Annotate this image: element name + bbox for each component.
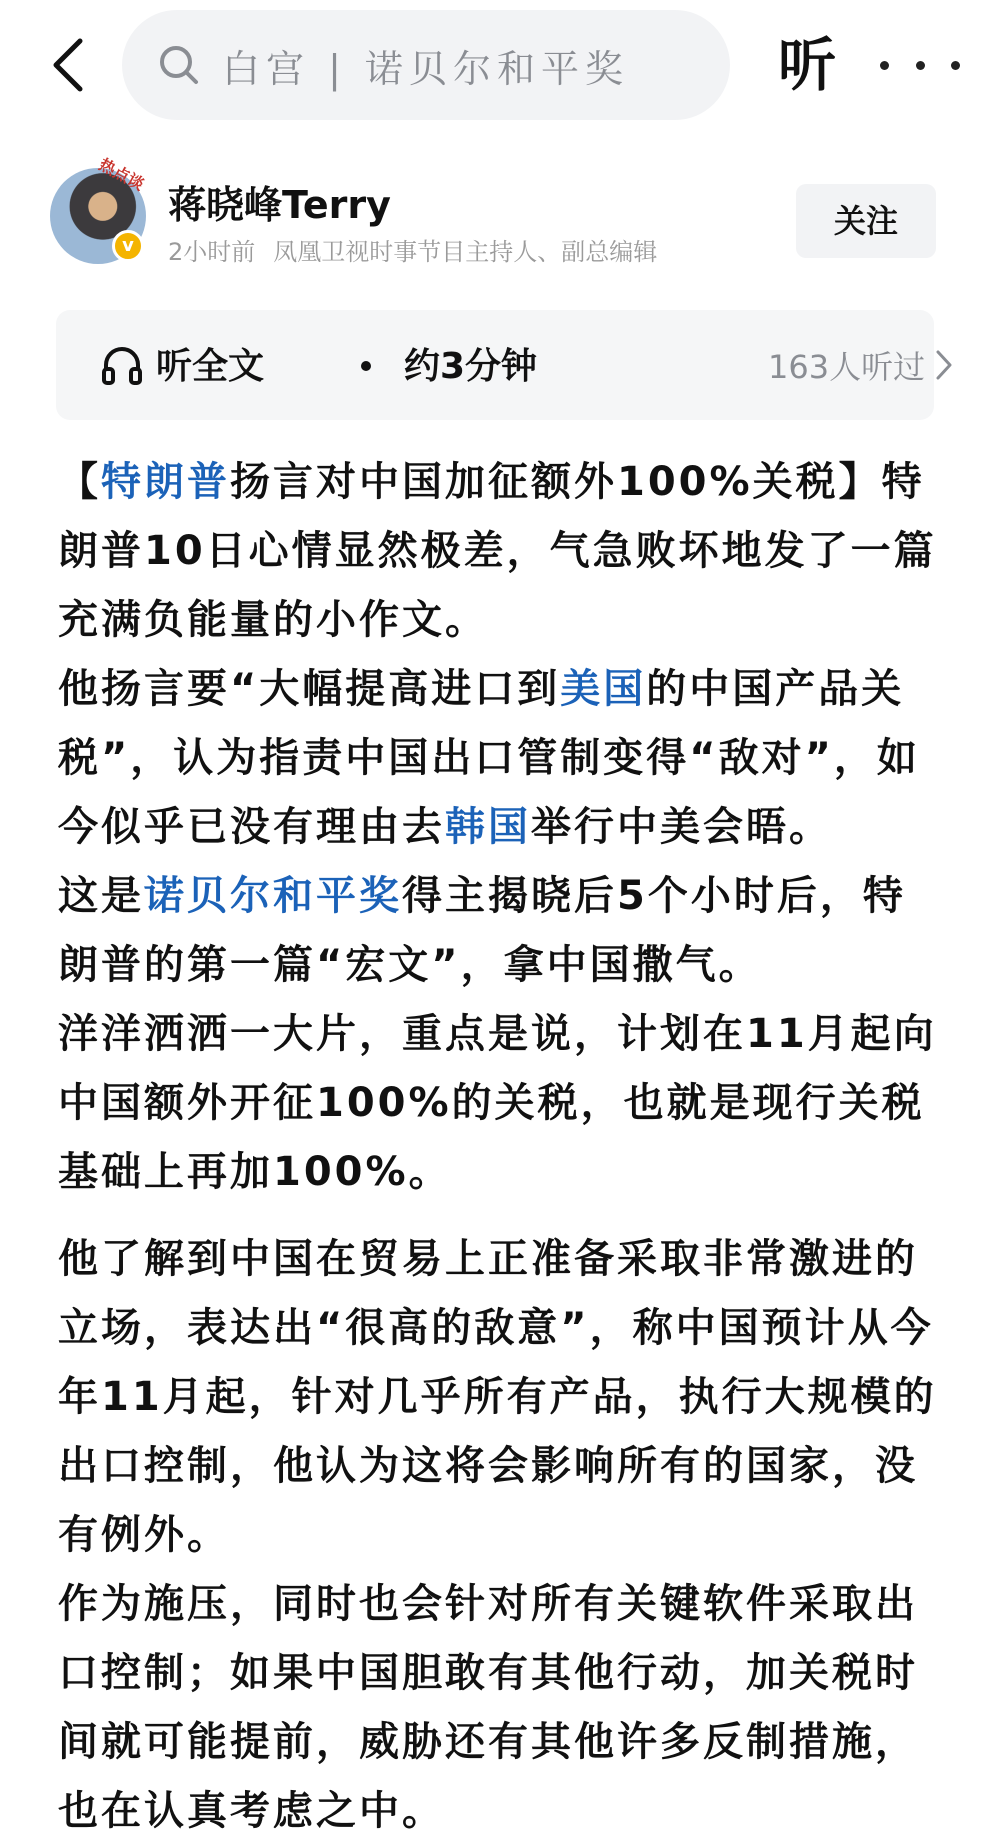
more-dot-icon bbox=[916, 61, 925, 70]
paragraph-text: 的中国产品关税”，认为指责中国出口管制变得“敌对”，如今似乎已没有理由去 bbox=[58, 666, 920, 850]
more-dot-icon bbox=[951, 61, 960, 70]
search-bar[interactable] bbox=[122, 10, 730, 120]
post-time: 2小时前 bbox=[168, 238, 256, 266]
author-bio: 凤凰卫视时事节目主持人、副总编辑 bbox=[273, 238, 658, 266]
paragraph-text: 【 bbox=[58, 459, 101, 505]
listen-button[interactable]: 听 bbox=[777, 31, 836, 99]
author-row bbox=[50, 154, 936, 278]
topic-link[interactable]: 美国 bbox=[560, 666, 647, 712]
listen-label: 听全文 bbox=[156, 346, 265, 387]
paragraph-text: 扬言对中国加征额外100%关税】特朗普10日心情显然极差，气急败坏地发了一篇充满负能量的小作文。 bbox=[58, 459, 937, 643]
author-meta bbox=[168, 232, 657, 267]
more-options-button[interactable] bbox=[880, 30, 960, 100]
chevron-left-icon bbox=[50, 37, 86, 93]
article-paragraph bbox=[58, 862, 938, 1000]
follow-button[interactable]: 关注 bbox=[796, 184, 936, 258]
paragraph-text: 举行中美会晤。 bbox=[531, 804, 832, 850]
article-paragraph bbox=[58, 655, 938, 862]
paragraph-text: 他扬言要“大幅提高进口到 bbox=[58, 666, 561, 712]
listen-count: 163人听过 bbox=[768, 348, 926, 386]
topic-link[interactable]: 韩国 bbox=[445, 804, 531, 850]
listen-full-text-bar[interactable] bbox=[56, 310, 934, 420]
article-paragraph: 洋洋洒洒一大片，重点是说，计划在11月起向中国额外开征100%的关税，也就是现行关税基础上再加100%。 bbox=[58, 1011, 937, 1195]
back-button[interactable] bbox=[38, 30, 98, 100]
paragraph-text: 得主揭晓后5个小时后，特朗普的第一篇“宏文”，拿中国撒气。 bbox=[58, 873, 906, 988]
top-bar bbox=[0, 0, 986, 130]
article-paragraph bbox=[58, 448, 938, 655]
avatar-badge-text: 热点谈 bbox=[95, 154, 148, 195]
chevron-right-icon bbox=[934, 348, 954, 382]
paragraph-text: 这是 bbox=[58, 873, 144, 919]
topic-link[interactable]: 诺贝尔和平奖 bbox=[144, 873, 402, 919]
author-name[interactable]: 蒋晓峰Terry bbox=[168, 183, 391, 227]
separator-dot bbox=[361, 361, 371, 371]
search-query-text: 白宫 | 诺贝尔和平奖 bbox=[222, 46, 629, 91]
topic-link[interactable]: 特朗普 bbox=[101, 459, 230, 505]
headphones-icon bbox=[100, 343, 144, 387]
article-paragraph: 作为施压，同时也会针对所有关键软件采取出口控制；如果中国胆敢有其他行动，加关税时间就可能提前，威胁还有其他许多反制措施，也在认真考虑之中。 bbox=[58, 1581, 918, 1834]
search-icon bbox=[158, 44, 200, 86]
article-paragraph: 他了解到中国在贸易上正准备采取非常激进的立场，表达出“很高的敌意”，称中国预计从今年11月起，针对几乎所有产品，执行大规模的出口控制，他认为这将会影响所有的国家，没有例外。 bbox=[58, 1236, 937, 1558]
avatar[interactable] bbox=[50, 154, 148, 264]
more-dot-icon bbox=[880, 61, 889, 70]
article-body bbox=[58, 448, 938, 1846]
listen-duration: 约3分钟 bbox=[404, 346, 538, 387]
verified-badge-icon: v bbox=[112, 230, 144, 262]
